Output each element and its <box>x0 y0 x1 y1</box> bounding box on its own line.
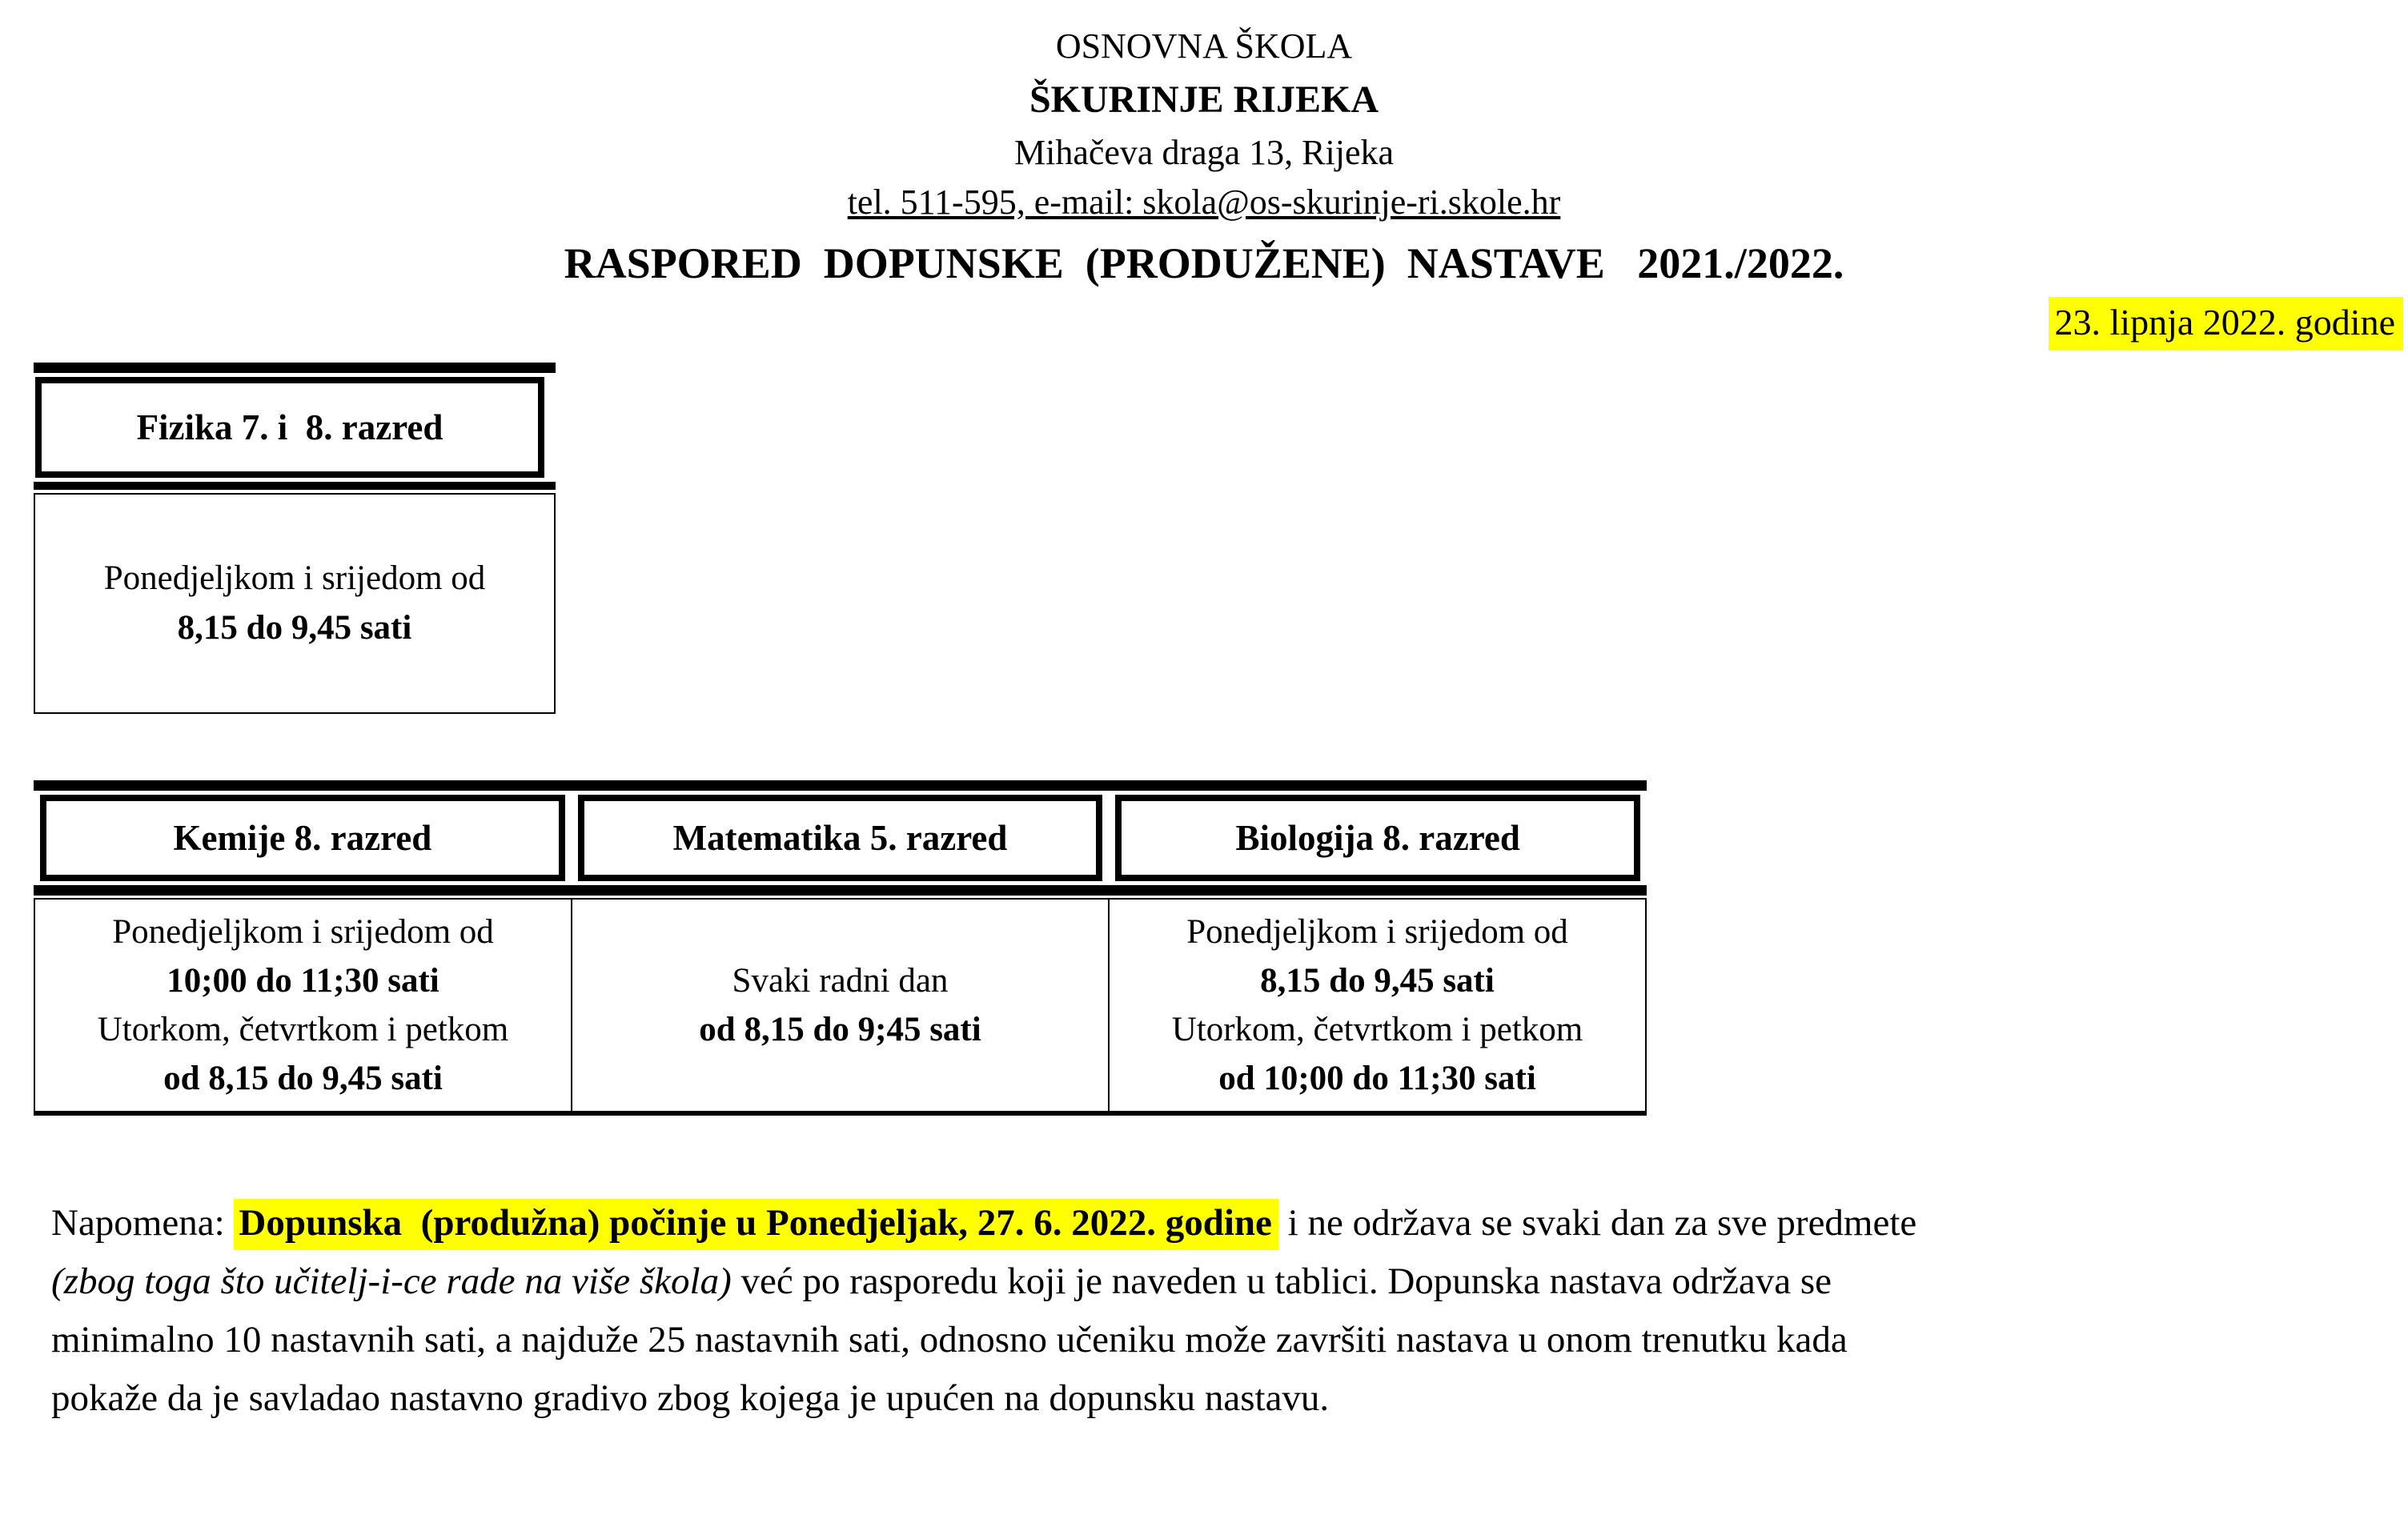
schedule-line: Ponedjeljkom i srijedom od <box>103 559 486 597</box>
note-prefix: Napomena: <box>51 1202 235 1244</box>
table-top-border-band <box>34 363 556 373</box>
date-highlight: 23. lipnja 2022. godine <box>2049 297 2403 351</box>
subjects-header-row <box>34 791 1647 885</box>
note-line-4 <box>51 1369 2405 1428</box>
subject-header-cell-biologija <box>1115 795 1640 881</box>
document-header <box>0 0 2408 343</box>
subject-header-text: Matematika 5. razred <box>672 818 1008 858</box>
school-address-line <box>0 128 2408 178</box>
subject-header-col <box>1109 791 1647 885</box>
note-suffix: i ne održava se svaki dan za sve predmete <box>1278 1202 1917 1244</box>
school-address-text: Mihačeva draga 13, Rijeka <box>1013 133 1395 172</box>
subject-schedule-cell-kemija <box>35 900 571 1111</box>
schedule-line: od 8,15 do 9;45 sati <box>699 1011 981 1048</box>
note-highlight: Dopunska (produžna) počinje u Ponedjeljak, 27. 6. 2022. godine <box>234 1199 1278 1250</box>
page-title <box>0 230 2408 296</box>
schedule-line: 10;00 do 11;30 sati <box>167 962 439 1000</box>
schedule-line: Ponedjeljkom i srijedom od <box>112 913 494 951</box>
note-line-2 <box>51 1252 2405 1311</box>
fizika-table <box>34 363 556 714</box>
date-line <box>0 301 2408 343</box>
table-middle-border-band <box>34 482 556 490</box>
subjects-table <box>34 780 1647 1116</box>
subject-header-text: Biologija 8. razred <box>1235 818 1520 858</box>
fizika-header-text: Fizika 7. i 8. razred <box>136 407 443 447</box>
note-italic-text: (zbog toga što učitelj-i-ce rade na više škola) <box>51 1260 732 1302</box>
subject-header-cell-kemija <box>40 795 565 881</box>
schedule-line: 8,15 do 9,45 sati <box>1260 962 1495 1000</box>
schedule-line: Utorkom, četvrtkom i petkom <box>97 1011 509 1048</box>
schedule-line: od 8,15 do 9,45 sati <box>163 1060 443 1097</box>
note-line-2-rest: već po rasporedu koji je naveden u tablici. Dopunska nastava održava se <box>731 1260 1832 1302</box>
note-line-3-text: minimalno 10 nastavnih sati, a najduže 25 nastavnih sati, odnosno učeniku može završiti nastava u onom trenutku kada <box>51 1319 1848 1361</box>
subject-schedule-cell-biologija <box>1108 900 1645 1111</box>
subject-header-text: Kemije 8. razred <box>173 818 432 858</box>
school-name-text: ŠKURINJE RIJEKA <box>1029 78 1379 121</box>
school-type-line <box>0 21 2408 72</box>
school-contact-line <box>0 178 2408 227</box>
note-line-4-text: pokaže da je savladao nastavno gradivo zbog kojega je upućen na dopunsku nastavu. <box>51 1377 1330 1419</box>
fizika-header-cell <box>35 377 544 478</box>
schedule-line: 8,15 do 9,45 sati <box>177 609 412 647</box>
note-line-3 <box>51 1311 2405 1369</box>
schedule-line: Svaki radni dan <box>732 962 949 1000</box>
schedule-line: Utorkom, četvrtkom i petkom <box>1171 1011 1583 1048</box>
schedule-line: od 10;00 do 11;30 sati <box>1218 1060 1536 1097</box>
note-line-1 <box>51 1194 2405 1252</box>
school-name-line <box>0 72 2408 128</box>
page-title-text: RASPORED DOPUNSKE (PRODUŽENE) NASTAVE 2021./2022. <box>564 239 1844 287</box>
school-type-text: OSNOVNA ŠKOLA <box>1055 26 1353 66</box>
table-top-border-band <box>34 780 1647 791</box>
table-middle-border-band <box>34 885 1647 896</box>
subjects-schedule-row <box>34 898 1647 1116</box>
note-paragraph <box>51 1194 2405 1428</box>
subject-header-col <box>572 791 1110 885</box>
schedule-line: Ponedjeljkom i srijedom od <box>1186 913 1568 951</box>
subject-header-cell-matematika <box>578 795 1103 881</box>
fizika-schedule-cell <box>34 493 556 714</box>
subject-header-col <box>34 791 572 885</box>
contact-link[interactable]: tel. 511-595, e-mail: skola@os-skurinje-ri.skole.hr <box>847 182 1561 222</box>
subject-schedule-cell-matematika <box>571 900 1108 1111</box>
